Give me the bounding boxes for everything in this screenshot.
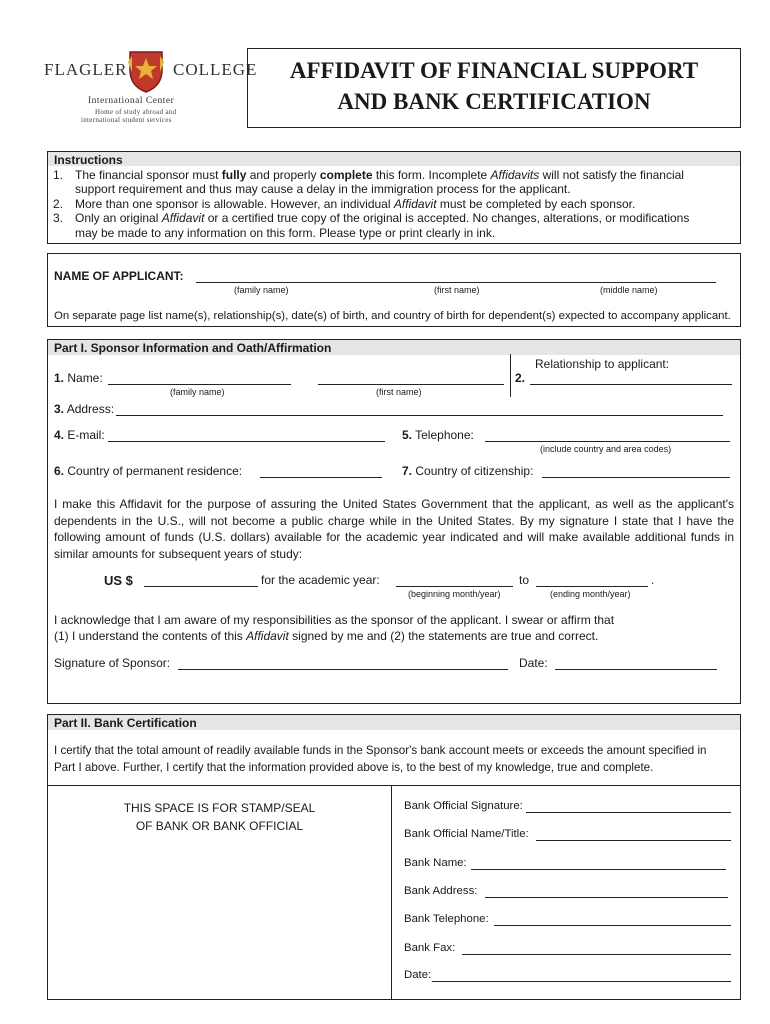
instructions-header-bar [48, 152, 740, 166]
stamp-area-line-1: THIS SPACE IS FOR STAMP/SEAL [123, 801, 316, 815]
affidavit-statement: I make this Affidavit for the purpose of assuring the United States Government that the applicant, as well as the applicant's dependents in the U.S., will not become a public charge while in the United States. By my signature I state that I have the following amount of funds (U.S. dollars) available for the academic year indicated and will make available additional funds in similar amounts for subsequent years of study: [54, 497, 734, 561]
bank-date-field[interactable] [432, 980, 731, 982]
document-title-line-1: AFFIDAVIT OF FINANCIAL SUPPORT [289, 58, 699, 83]
bank-address-label: Bank Address: [404, 885, 478, 897]
text: E-mail: [64, 428, 105, 442]
part-2-heading: Part II. Bank Certification [54, 716, 197, 730]
acknowledgement-line-1: I acknowledge that I am aware of my responsibilities as the sponsor of the applicant. I swear or affirm that [54, 613, 615, 627]
telephone-label [402, 428, 474, 442]
citizenship-field[interactable] [542, 476, 730, 478]
text: 1. [54, 371, 65, 385]
text: fully [221, 168, 247, 182]
text: signed by me and (2) the statements are true and correct. [288, 629, 599, 643]
flagler-college-logo [40, 44, 258, 134]
instruction-1-cont: support requirement and thus may cause a delay in the immigration process for the applicant. [75, 182, 571, 196]
text: Affidavit [161, 211, 205, 225]
instruction-2-number: 2. [53, 197, 64, 211]
instructions-heading: Instructions [54, 153, 123, 167]
telephone-field[interactable] [485, 440, 730, 442]
instruction-3 [75, 211, 689, 225]
text: 7. [402, 464, 413, 478]
residence-field[interactable] [260, 476, 382, 478]
applicant-name-label: NAME OF APPLICANT: [54, 269, 184, 283]
instructions-section [47, 151, 741, 244]
acknowledgement-line-2 [54, 629, 598, 643]
text: and properly [246, 168, 320, 182]
text: Affidavits [490, 168, 540, 182]
ending-date-field[interactable] [536, 585, 648, 587]
text: must be completed by each sponsor. [436, 197, 636, 211]
sponsor-family-name-field[interactable] [108, 383, 291, 385]
dependents-note: On separate page list name(s), relationship(s), date(s) of birth, and country of birth for dependent(s) expected to accompany applicant. [54, 310, 731, 322]
citizenship-label [402, 464, 533, 478]
logo-word-flagler: FLAGLER [44, 60, 128, 79]
to-label: to [519, 573, 530, 587]
text: complete [319, 168, 373, 182]
bank-official-name-field[interactable] [536, 839, 731, 841]
residence-label [54, 464, 242, 478]
text: 6. [54, 464, 65, 478]
applicant-family-hint: (family name) [234, 285, 289, 295]
relationship-number: 2. [515, 371, 526, 385]
sponsor-first-name-field[interactable] [318, 383, 504, 385]
applicant-middle-hint: (middle name) [600, 285, 658, 295]
text: More than one sponsor is allowable. However, an individual [75, 197, 394, 211]
text: or a certified true copy of the original is accepted. No changes, alterations, or modifications [204, 211, 690, 225]
instruction-3-cont: may be made to any information on this form. Please type or print clearly in ink. [75, 226, 496, 240]
logo-word-college: COLLEGE [173, 60, 258, 79]
relationship-field[interactable] [530, 383, 732, 385]
ending-date-hint: (ending month/year) [550, 589, 631, 599]
sponsor-signature-label: Signature of Sponsor: [54, 656, 171, 670]
text: Country of citizenship: [412, 464, 534, 478]
instruction-1 [75, 168, 684, 182]
email-field[interactable] [108, 440, 385, 442]
part-1-heading: Part I. Sponsor Information and Oath/Affirmation [54, 341, 332, 355]
instruction-1-number: 1. [53, 168, 64, 182]
text: this form. Incomplete [372, 168, 491, 182]
bank-date-label: Date: [404, 969, 432, 981]
document-title-box [247, 48, 741, 128]
applicant-section [47, 253, 741, 327]
text: 4. [54, 428, 65, 442]
amount-field[interactable] [144, 585, 258, 587]
certification-line-2: Part I above. Further, I certify that the information provided above is, to the best of my knowledge, true and complete. [54, 761, 654, 774]
divider [510, 354, 511, 397]
beginning-date-hint: (beginning month/year) [408, 589, 501, 599]
bank-telephone-field[interactable] [494, 924, 731, 926]
bank-fax-field[interactable] [462, 953, 731, 955]
logo-subtitle: International Center [88, 96, 175, 106]
bank-telephone-label: Bank Telephone: [404, 913, 489, 925]
email-label [54, 428, 105, 442]
sponsor-date-label: Date: [519, 656, 548, 670]
logo-tagline-1: Home of study abroad and [95, 108, 177, 116]
instruction-3-number: 3. [53, 211, 64, 225]
text: Only an original [75, 211, 162, 225]
text: 3. [54, 402, 65, 416]
shield-icon [126, 48, 166, 94]
bank-official-name-label: Bank Official Name/Title: [404, 828, 529, 840]
instruction-2 [75, 197, 635, 211]
text: Address: [64, 402, 115, 416]
bank-official-signature-label: Bank Official Signature: [404, 800, 523, 812]
sponsor-name-label [54, 371, 103, 385]
address-label [54, 402, 114, 416]
text: Telephone: [412, 428, 474, 442]
relationship-label: Relationship to applicant: [535, 357, 670, 371]
part-1-section [47, 339, 741, 704]
applicant-first-hint: (first name) [434, 285, 480, 295]
applicant-name-field[interactable] [196, 281, 716, 283]
text: 5. [402, 428, 413, 442]
logo-tagline-2: international student services [81, 116, 172, 124]
bank-official-signature-field[interactable] [526, 811, 731, 813]
text: Affidavit [246, 629, 289, 643]
text: Name: [64, 371, 103, 385]
text: Country of permanent residence: [64, 464, 243, 478]
sponsor-family-hint: (family name) [170, 387, 225, 397]
academic-year-label: for the academic year: [261, 573, 380, 587]
beginning-date-field[interactable] [396, 585, 513, 587]
sponsor-date-field[interactable] [555, 668, 717, 670]
sponsor-first-hint: (first name) [376, 387, 422, 397]
divider [48, 785, 740, 786]
address-field[interactable] [116, 414, 723, 416]
part-2-section [47, 714, 741, 1000]
sponsor-signature-field[interactable] [178, 668, 508, 670]
divider [391, 785, 392, 999]
text: will not satisfy the financial [539, 168, 684, 182]
usd-label: US $ [104, 573, 133, 588]
period: . [651, 573, 655, 587]
document-title-line-2: AND BANK CERTIFICATION [337, 89, 651, 114]
bank-name-label: Bank Name: [404, 857, 467, 869]
telephone-hint: (include country and area codes) [540, 444, 672, 454]
bank-fax-label: Bank Fax: [404, 942, 456, 954]
certification-line-1: I certify that the total amount of readily available funds in the Sponsor's bank account meets or exceeds the amount specified in [54, 744, 707, 757]
text: Affidavit [393, 197, 437, 211]
bank-name-field[interactable] [471, 868, 726, 870]
stamp-area-line-2: OF BANK OR BANK OFFICIAL [135, 819, 304, 833]
text: The financial sponsor must [75, 168, 222, 182]
bank-address-field[interactable] [485, 896, 728, 898]
text: (1) I understand the contents of this [54, 629, 247, 643]
